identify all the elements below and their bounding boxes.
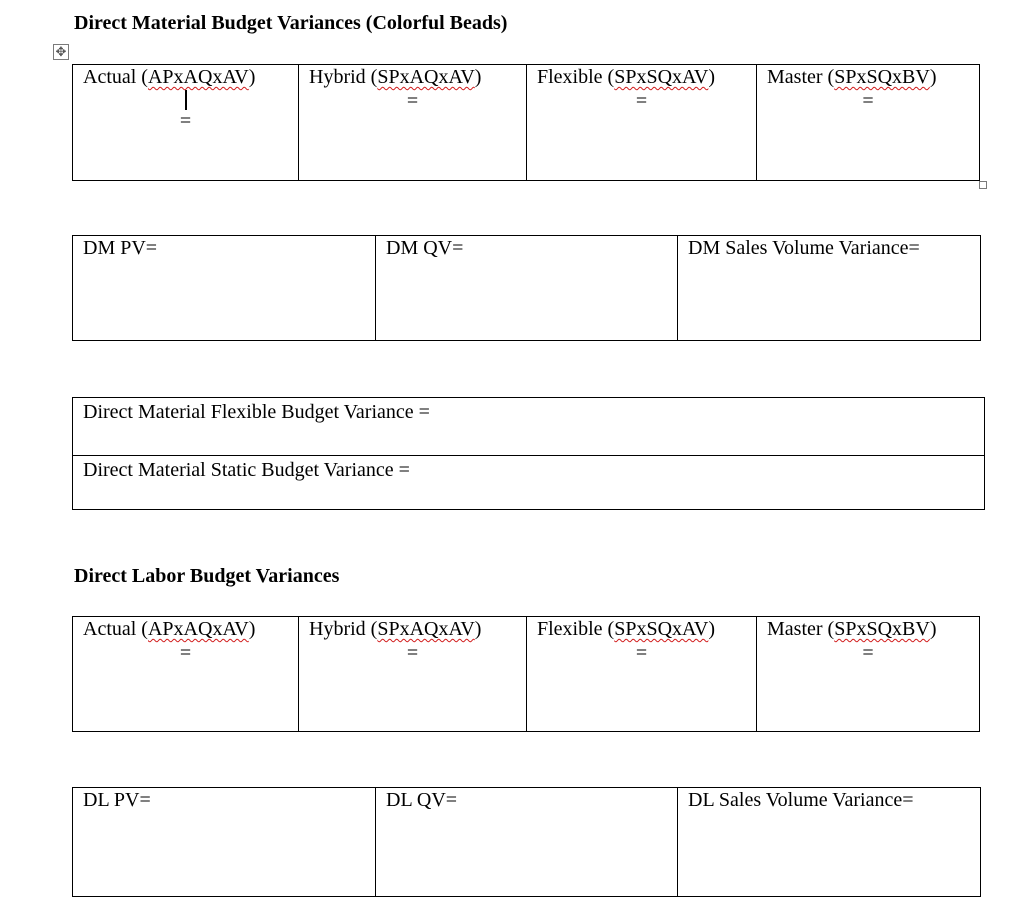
dl-flexible-equals: = (635, 642, 648, 664)
dm-master-suffix: ) (929, 66, 937, 88)
dl-actual-suffix: ) (248, 618, 256, 640)
dm-master-formula: SPxSQxBV (834, 66, 930, 88)
text-cursor (185, 90, 187, 110)
dl-flexible-cell[interactable] (527, 617, 757, 732)
dl-actual-cell[interactable] (73, 617, 299, 732)
dl-pv-cell[interactable]: DL PV= (73, 788, 376, 897)
dl-sales-volume-cell[interactable]: DL Sales Volume Variance= (678, 788, 981, 897)
dm-master-prefix: Master ( (767, 66, 835, 88)
dm-flexible-prefix: Flexible ( (537, 66, 615, 88)
dl-qv-cell[interactable]: DL QV= (376, 788, 678, 897)
dl-master-equals: = (862, 642, 874, 664)
dm-qv-cell[interactable]: DM QV= (376, 236, 678, 341)
dm-hybrid-cell[interactable] (299, 65, 527, 181)
dl-flexible-prefix: Flexible ( (537, 618, 615, 640)
dm-heading: Direct Material Budget Variances (Colorful Beads) (74, 12, 508, 34)
dm-hybrid-prefix: Hybrid ( (309, 66, 378, 88)
dl-master-cell[interactable] (757, 617, 980, 732)
dm-variance-table (72, 235, 981, 341)
dm-master-equals: = (862, 90, 874, 112)
dl-hybrid-prefix: Hybrid ( (309, 618, 378, 640)
dl-master-formula: SPxSQxBV (834, 618, 930, 640)
dm-flexible-budget-variance-cell[interactable]: Direct Material Flexible Budget Variance = (73, 398, 985, 456)
dm-budget-variance-table (72, 397, 985, 510)
dm-hybrid-suffix: ) (474, 66, 482, 88)
dl-master-suffix: ) (929, 618, 937, 640)
dm-hybrid-formula: SPxAQxAV (377, 66, 475, 88)
dm-flexible-equals: = (635, 90, 648, 112)
dl-budget-table (72, 616, 980, 732)
dl-flexible-suffix: ) (708, 618, 716, 640)
dm-budget-table (72, 64, 980, 181)
dl-hybrid-equals: = (406, 642, 419, 664)
dm-hybrid-equals: = (406, 90, 419, 112)
dl-variance-table (72, 787, 981, 897)
dl-hybrid-suffix: ) (474, 618, 482, 640)
dm-actual-cell[interactable] (73, 65, 299, 181)
table-move-handle-icon[interactable]: ✥ (53, 44, 69, 60)
dl-heading: Direct Labor Budget Variances (74, 565, 340, 587)
dl-actual-equals: = (179, 642, 192, 664)
dl-hybrid-cell[interactable] (299, 617, 527, 732)
table-resize-handle[interactable] (979, 181, 987, 189)
dl-actual-prefix: Actual ( (83, 618, 148, 640)
dl-actual-formula: APxAQxAV (147, 618, 249, 640)
dm-actual-prefix: Actual ( (83, 66, 148, 88)
dl-master-prefix: Master ( (767, 618, 835, 640)
dm-actual-suffix: ) (248, 66, 256, 88)
dm-actual-formula: APxAQxAV (147, 66, 249, 88)
dl-hybrid-formula: SPxAQxAV (377, 618, 475, 640)
dm-flexible-suffix: ) (708, 66, 716, 88)
dm-flexible-cell[interactable] (527, 65, 757, 181)
dl-flexible-formula: SPxSQxAV (614, 618, 709, 640)
dm-static-budget-variance-cell[interactable]: Direct Material Static Budget Variance = (73, 456, 985, 510)
dm-actual-equals: = (179, 110, 192, 132)
dm-flexible-formula: SPxSQxAV (614, 66, 709, 88)
dm-pv-cell[interactable]: DM PV= (73, 236, 376, 341)
dm-sales-volume-cell[interactable]: DM Sales Volume Variance= (678, 236, 981, 341)
dm-master-cell[interactable] (757, 65, 980, 181)
